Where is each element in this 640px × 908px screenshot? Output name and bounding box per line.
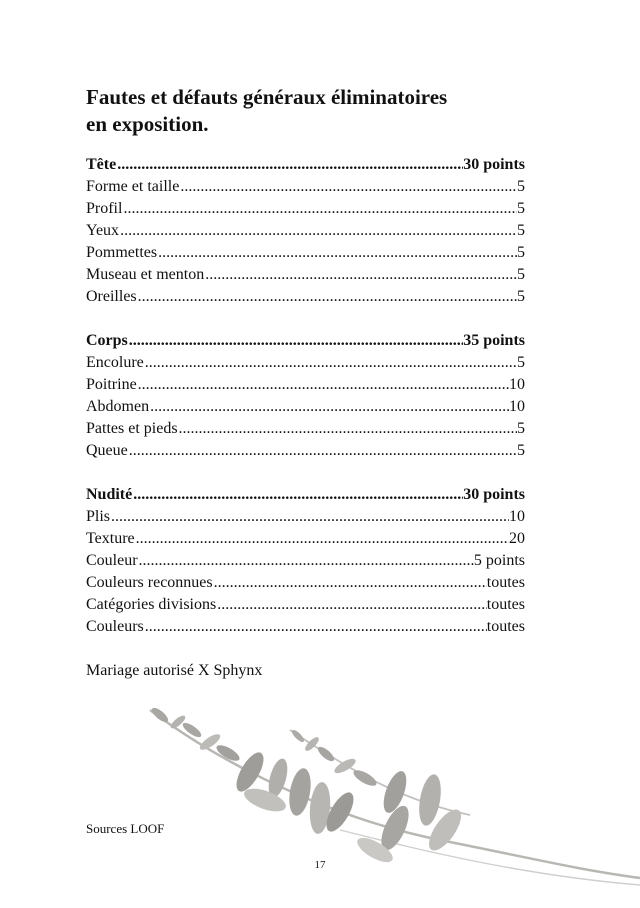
list-item (86, 220, 525, 242)
item-label: Forme et taille (86, 178, 180, 195)
list-item (86, 374, 525, 396)
item-label: Texture (86, 530, 135, 547)
list-item (86, 506, 525, 528)
page-title (86, 84, 556, 138)
page-number: 17 (314, 859, 326, 871)
list-item (86, 352, 525, 374)
dot-leader (213, 572, 487, 594)
dot-leader (157, 242, 517, 264)
heading-value: 30 points (463, 156, 525, 173)
dot-leader (149, 396, 509, 418)
item-value: 5 (517, 178, 525, 195)
dot-leader (137, 374, 509, 396)
item-label: Plis (86, 508, 111, 525)
section-heading (86, 484, 525, 506)
section-heading (86, 330, 525, 352)
list-item (86, 528, 525, 550)
item-value: 5 (517, 420, 525, 437)
list-item (86, 198, 525, 220)
dot-leader (144, 616, 487, 638)
title-line-1: Fautes et défauts généraux éliminatoires (86, 85, 448, 109)
heading-label: Nudité (86, 486, 133, 503)
dot-leader (119, 220, 517, 242)
item-label: Museau et menton (86, 266, 205, 283)
item-label: Pommettes (86, 244, 158, 261)
item-label: Queue (86, 442, 128, 459)
dot-leader (116, 154, 463, 176)
section-corps (86, 330, 525, 462)
item-label: Poitrine (86, 376, 137, 393)
list-item (86, 286, 525, 308)
item-value: 20 (509, 530, 525, 547)
list-item (86, 550, 525, 572)
heading-value: 35 points (463, 332, 525, 349)
heading-value: 30 points (463, 486, 525, 503)
item-label: Encolure (86, 354, 144, 371)
dot-leader (128, 330, 463, 352)
list-item (86, 264, 525, 286)
item-label: Yeux (86, 222, 120, 239)
title-line-2: en exposition. (86, 112, 209, 136)
item-value: 10 (509, 508, 525, 525)
dot-leader (128, 440, 517, 462)
item-label: Catégories divisions (86, 596, 217, 613)
dot-leader (138, 550, 474, 572)
leaf-branch-illustration (140, 700, 640, 908)
dot-leader (132, 484, 463, 506)
item-value: 5 (517, 244, 525, 261)
dot-leader (122, 198, 517, 220)
item-label: Oreilles (86, 288, 137, 305)
list-item (86, 616, 525, 638)
dot-leader (179, 176, 517, 198)
item-value: 5 (517, 222, 525, 239)
list-item (86, 418, 525, 440)
item-value: 5 points (473, 552, 525, 569)
item-label: Couleur (86, 552, 138, 569)
dot-leader (204, 264, 517, 286)
section-heading (86, 154, 525, 176)
item-label: Pattes et pieds (86, 420, 178, 437)
item-value: 5 (517, 200, 525, 217)
dot-leader (110, 506, 509, 528)
section-tete (86, 154, 525, 308)
list-item (86, 242, 525, 264)
scoring-table (86, 154, 525, 682)
item-value: 10 (509, 398, 525, 415)
heading-label: Corps (86, 332, 128, 349)
breeding-note: Mariage autorisé X Sphynx (86, 662, 263, 679)
item-value: 5 (517, 442, 525, 459)
item-value: 10 (509, 376, 525, 393)
item-label: Couleurs reconnues (86, 574, 213, 591)
item-value: 5 (517, 266, 525, 283)
item-value: toutes (486, 618, 525, 635)
item-value: 5 (517, 288, 525, 305)
dot-leader (216, 594, 487, 616)
list-item (86, 396, 525, 418)
list-item (86, 594, 525, 616)
item-label: Abdomen (86, 398, 150, 415)
dot-leader (135, 528, 509, 550)
heading-label: Tête (86, 156, 117, 173)
list-item (86, 572, 525, 594)
dot-leader (178, 418, 517, 440)
section-nudite (86, 484, 525, 638)
dot-leader (137, 286, 517, 308)
item-value: toutes (486, 574, 525, 591)
item-value: toutes (486, 596, 525, 613)
dot-leader (144, 352, 517, 374)
list-item (86, 176, 525, 198)
item-value: 5 (517, 354, 525, 371)
sources-footnote: Sources LOOF (86, 821, 165, 836)
list-item (86, 440, 525, 462)
item-label: Couleurs (86, 618, 144, 635)
item-label: Profil (86, 200, 123, 217)
